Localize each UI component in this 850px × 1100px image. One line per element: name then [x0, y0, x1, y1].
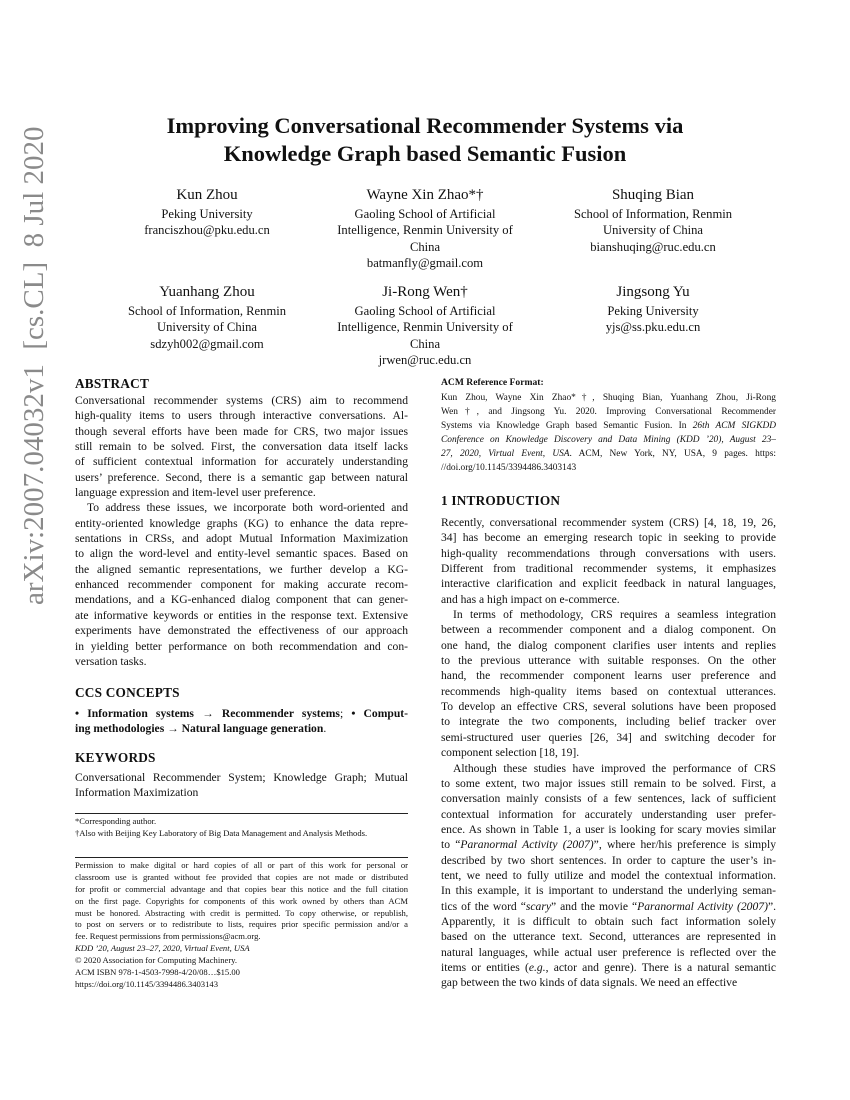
text-line: Wen†, and Jingsong Yu. 2020. Improving Conversational Recommender	[441, 407, 776, 418]
text-line: In this example, it is important to understand the underlying seman-	[441, 884, 776, 898]
text-line: Kun Zhou, Wayne Xin Zhao*†, Shuqing Bian, Yuanhang Zhou, Ji-Rong	[441, 393, 776, 403]
text-line	[441, 433, 776, 447]
author	[538, 185, 768, 255]
text-line: still remain to be solved. First, the conversation data itself lacks	[75, 440, 408, 454]
title-line-1: Improving Conversational Recommender Systems via	[166, 113, 684, 138]
text-line: Apparently, it is difficult to obtain such fact information solely	[441, 914, 776, 928]
text-line: for profit or commercial advantage and that copies bear this notice and the full citation	[75, 883, 408, 894]
author-affiliation-line: batmanfly@gmail.com	[366, 255, 484, 270]
text-line: tent, we need to fully utilize and model the contextual information.	[441, 868, 776, 882]
text-line: users’ preference. Second, there is a semantic gap between natural	[75, 470, 408, 484]
italic-text: 27, 2020, Virtual Event, USA	[441, 449, 570, 460]
text-line: to integrate the two components, including belief tracker over	[441, 715, 776, 729]
arxiv-stamp: arXiv:2007.04032v1 [cs.CL] 8 Jul 2020	[18, 126, 50, 605]
text-line: conversation mainly consists of a few sentences, lack of sufficient	[441, 792, 776, 806]
text-line: entity-oriented knowledge graphs (KG) to enhance the data repre-	[75, 516, 408, 530]
text-line: Recently, conversational recommender system (CRS) [4, 18, 19, 26,	[441, 516, 776, 529]
text-line: though several efforts have been made for CRS, two major issues	[75, 424, 408, 438]
reference-body	[441, 391, 776, 476]
text-line	[75, 943, 408, 955]
author-name: Ji-Rong Wen†	[382, 284, 468, 300]
text-line: ing methodologies → Natural language generation.	[75, 722, 327, 736]
footnotes	[75, 816, 408, 840]
text-line: component selection [18, 19].	[441, 746, 580, 760]
text-line: to post on servers or to redistribute to lists, requires prior specific permission and/or a	[75, 919, 408, 930]
permission-rule	[75, 857, 408, 858]
text-line: To develop an effective CRS, several solutions have been proposed	[441, 700, 776, 714]
italic-text: e.g.	[528, 960, 546, 974]
text-line: tics of the word “scary” and the movie “Paranormal Activity (2007)”.	[441, 899, 776, 913]
text-line: recommends high-quality items based on contextual utterances.	[441, 684, 776, 698]
text-line: contextual information for accurately understanding user prefer-	[441, 807, 776, 821]
author-affiliation-line: School of Information, Renmin	[573, 207, 733, 221]
paper-title	[0, 112, 850, 168]
author	[538, 282, 768, 336]
bold-text: ing methodologies → Natural language generation	[75, 722, 324, 736]
text-line: in yielding better performance on both recommendation and con-	[75, 639, 408, 653]
text-line: language expression and item-level user preference.	[75, 486, 316, 500]
text-line: ACM ISBN 978-1-4503-7998-4/20/08…$15.00	[75, 967, 240, 978]
text-line: fee. Request permissions from permissions@acm.org.	[75, 931, 261, 942]
text-line: on the first page. Copyrights for components of this work owned by others than ACM	[75, 895, 408, 906]
author	[310, 282, 540, 368]
author-name: Jingsong Yu	[616, 284, 690, 300]
author-name: Kun Zhou	[176, 187, 238, 203]
title-line-2: Knowledge Graph based Semantic Fusion	[223, 141, 627, 166]
text-line: based on the utterance text. Second, utterances are represented in	[441, 930, 776, 944]
author-affiliation-line: University of China	[156, 320, 258, 335]
text-line: hand, the recommender component learns user preference and	[441, 669, 776, 683]
author-name: Shuqing Bian	[611, 187, 695, 203]
text-line: to align the word-level and entity-level semantic spaces. Based on	[75, 547, 408, 561]
text-line: described by two short sentences. In order to capture the user’s in-	[441, 853, 776, 867]
author-affiliation-line: Peking University	[161, 207, 253, 221]
author-affiliation-line: yjs@ss.pku.edu.cn	[605, 320, 701, 335]
author-affiliation-line: franciszhou@pku.edu.cn	[144, 223, 270, 238]
text-line: items or entities (e.g., actor and genre). There is a natural semantic	[441, 960, 776, 974]
text-line: between a recommender component and a dialog component. On	[441, 623, 776, 637]
keywords-body	[75, 770, 408, 801]
text-line: natural languages, while actual user preference is reflected over the	[441, 945, 776, 959]
text-line: of sufficient contextual information for accurately understanding	[75, 455, 408, 469]
author-affiliation-line: Gaoling School of Artificial	[354, 207, 496, 221]
text-line: 34] has become an emerging research topic in seeking to provide	[441, 531, 776, 545]
author	[310, 185, 540, 271]
italic-text: Paranormal Activity (2007)	[460, 838, 594, 852]
author-affiliation-line: Intelligence, Renmin University of	[337, 320, 513, 335]
italic-text: Paranormal Activity (2007)	[637, 899, 768, 913]
author-affiliation-line: Intelligence, Renmin University of	[337, 223, 513, 238]
italic-text: scary	[525, 899, 551, 913]
italic-text: Conference on Knowledge Discovery and Data Mining (KDD ’20), August 23–	[441, 435, 776, 446]
text-line: versation tasks.	[75, 654, 147, 668]
permission-block	[75, 860, 408, 991]
text-line: Information Maximization	[75, 786, 199, 800]
intro-heading: 1 INTRODUCTION	[441, 493, 561, 508]
text-line: To address these issues, we incorporate both word-oriented and	[87, 501, 408, 515]
text-line: Conversational Recommender System; Knowledge Graph; Mutual	[75, 771, 408, 784]
ccs-body	[75, 706, 408, 737]
author-affiliation-line: Gaoling School of Artificial	[354, 304, 496, 318]
text-line: © 2020 Association for Computing Machinery.	[75, 955, 238, 966]
text-line: https://doi.org/10.1145/3394486.3403143	[75, 978, 218, 989]
footnote-rule	[75, 813, 408, 814]
text-line: mendations, and a KG-enhanced dialog component that can gener-	[75, 593, 408, 607]
author-affiliation-line: bianshuqing@ruc.edu.cn	[590, 239, 716, 254]
text-line: to some extent, two major issues still remain to be solved. First, a	[441, 776, 776, 790]
reference-heading: ACM Reference Format:	[441, 377, 544, 388]
bold-text: • Comput-	[351, 707, 408, 720]
italic-text: 26th ACM SIGKDD	[692, 421, 776, 432]
text-line: one hand, the dialog component clarifies user intents and replies	[441, 638, 776, 652]
text-line: high-quality items to users through interactive conversations. Al-	[75, 409, 408, 423]
text-line: Conversational recommender systems (CRS) aim to recommend	[75, 394, 408, 407]
keywords-heading: KEYWORDS	[75, 750, 156, 765]
author-affiliation-line: China	[409, 336, 441, 351]
text-line: and has a high impact on e-commerce.	[441, 592, 620, 606]
author-affiliation-line: jrwen@ruc.edu.cn	[378, 352, 472, 367]
author-affiliation-line: University of China	[602, 223, 704, 238]
intro-body	[441, 515, 776, 991]
text-line: enhanced recommender component for making accurate recom-	[75, 578, 408, 592]
text-line: sentations in CRSs, and adopt Mutual Information Maximization	[75, 532, 408, 546]
bold-text: • Information systems → Recommender systems	[75, 707, 340, 720]
text-line: Systems via Knowledge Graph based Semantic Fusion. In 26th ACM SIGKDD	[441, 421, 776, 432]
ccs-heading: CCS CONCEPTS	[75, 685, 180, 700]
author-affiliation-line: China	[409, 239, 441, 254]
text-line: †Also with Beijing Key Laboratory of Big Data Management and Analysis Methods.	[75, 827, 368, 838]
text-line: *Corresponding author.	[75, 816, 157, 826]
author	[92, 185, 322, 239]
text-line: ate informative keywords or entities in the response text. Extensive	[75, 608, 408, 622]
author-affiliation-line: Peking University	[607, 304, 699, 318]
author-affiliation-line: sdzyh002@gmail.com	[150, 336, 264, 351]
text-line: interactive clarification and explicit feedback in natural languages,	[441, 577, 776, 591]
text-line: to “Paranormal Activity (2007)”, where her/his preference is simply	[441, 838, 776, 852]
italic-text: KDD ’20, August 23–27, 2020, Virtual Event, USA	[75, 943, 250, 954]
author-name: Yuanhang Zhou	[159, 284, 255, 300]
author-affiliation-line: School of Information, Renmin	[127, 304, 287, 318]
abstract-heading: ABSTRACT	[75, 376, 150, 391]
text-line: semi-structured user queries [26, 34] and switching decoder for	[441, 730, 776, 744]
text-line: gap between the two kinds of data signals. We need an effective	[441, 976, 738, 990]
abstract-body	[75, 393, 408, 669]
text-line: classroom use is granted without fee provided that copies are not made or distributed	[75, 871, 408, 882]
text-line: Different from traditional recommender systems, it emphasizes	[441, 562, 776, 576]
author	[92, 282, 322, 352]
text-line: experiments have demonstrated the effectiveness of our approach	[75, 624, 408, 638]
text-line: • Information systems → Recommender systems; • Comput-	[75, 707, 408, 720]
author-name: Wayne Xin Zhao*†	[366, 187, 484, 203]
text-line: must be honored. Abstracting with credit is permitted. To copy otherwise, or republish,	[75, 907, 408, 918]
text-line: In terms of methodology, CRS requires a seamless integration	[453, 608, 776, 622]
text-line: the aligned semantic representations, we further develop a KG-	[75, 562, 408, 576]
text-line: high-quality recommendations through conversations with users.	[441, 546, 776, 560]
text-line: ence. As shown in Table 1, a user is looking for scary movies similar	[441, 822, 776, 836]
text-line: //doi.org/10.1145/3394486.3403143	[441, 463, 577, 474]
text-line: to the previous utterance with suitable responses. On the other	[441, 654, 776, 668]
text-line: Permission to make digital or hard copies of all or part of this work for personal or	[75, 860, 408, 870]
text-line: 27, 2020, Virtual Event, USA. ACM, New York, NY, USA, 9 pages. https:	[441, 449, 776, 460]
text-line: Although these studies have improved the performance of CRS	[453, 761, 776, 775]
